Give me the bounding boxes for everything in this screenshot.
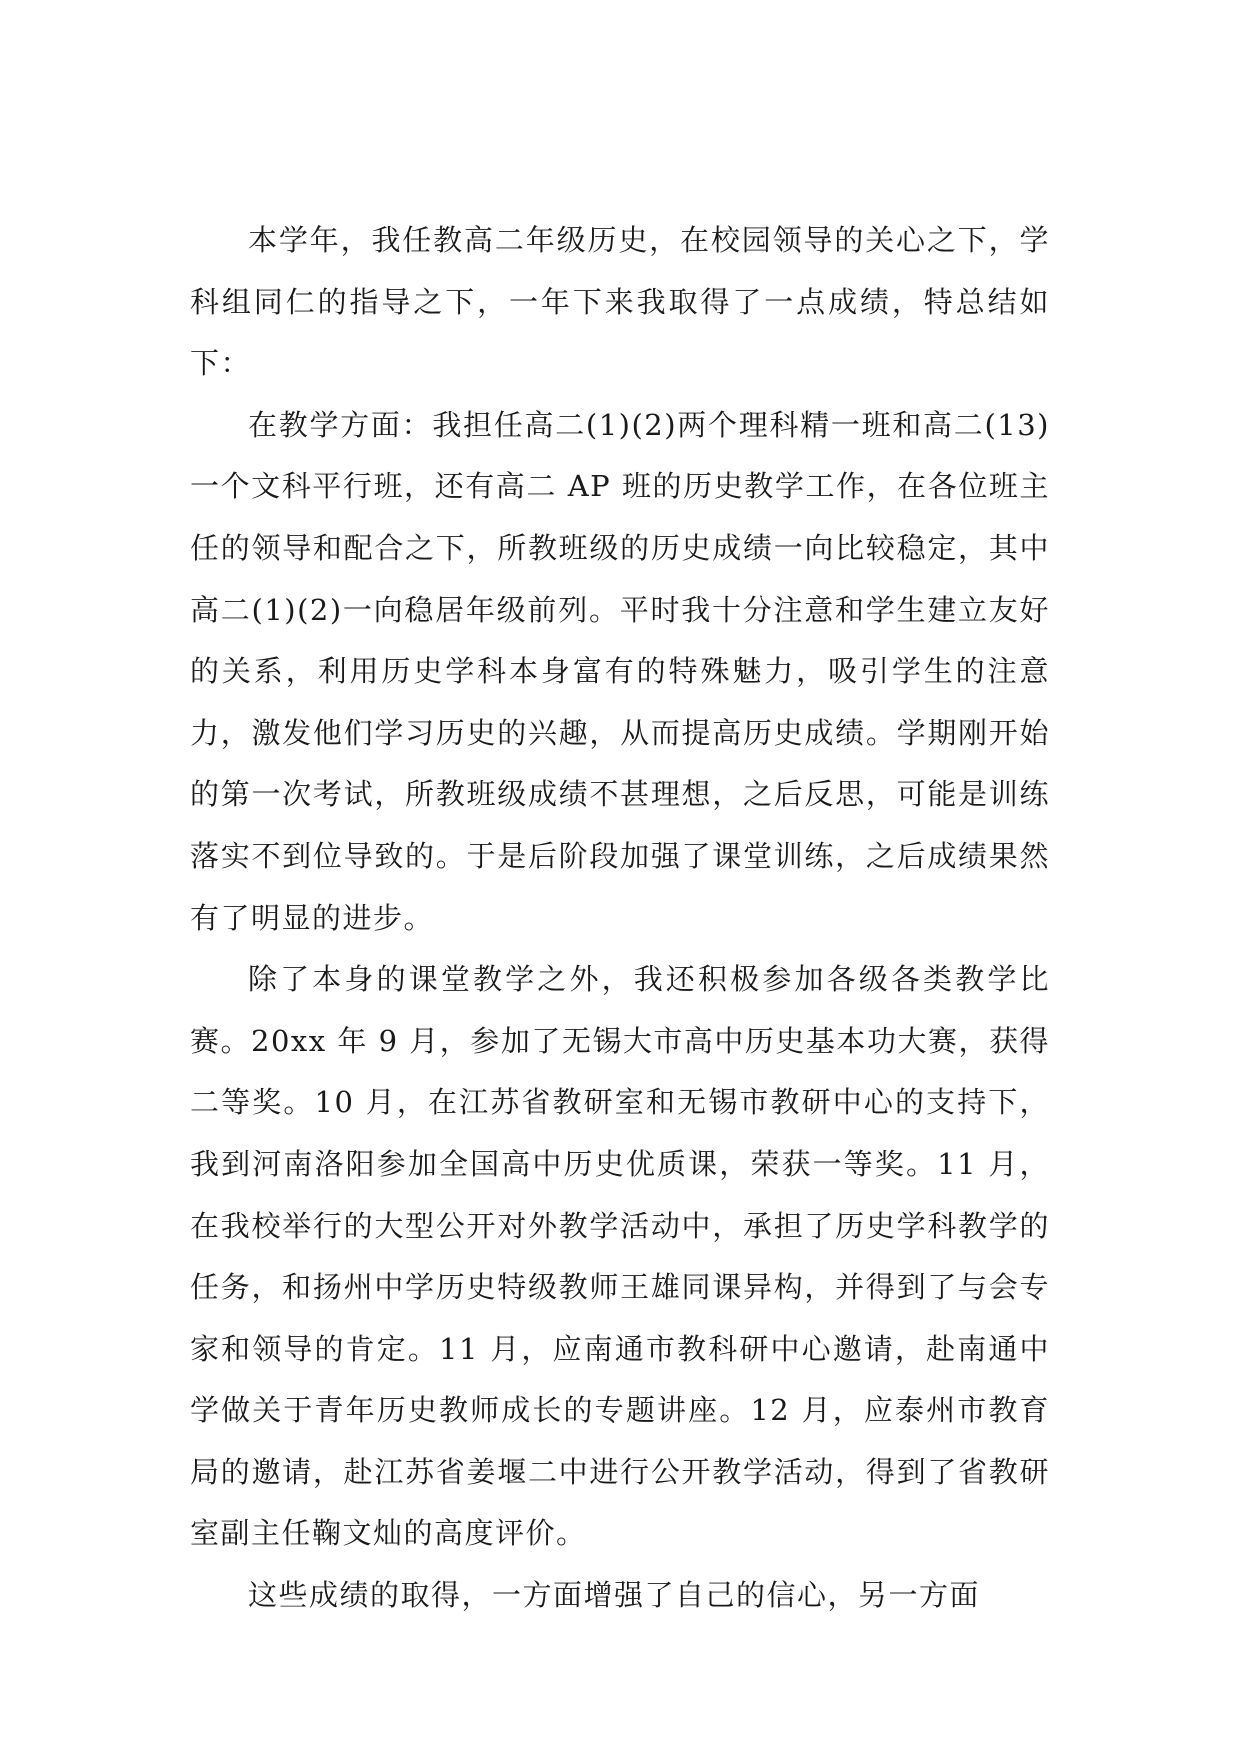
paragraph-teaching: 在教学方面：我担任高二(1)(2)两个理科精一班和高二(13)一个文科平行班，还有高二 AP 班的历史教学工作，在各位班主任的领导和配合之下，所教班级的历史成绩一向比较稳定，其中高二(1)(2)一向稳居年级前列。平时我十分注意和学生建立友好的关系，利用历史学科本身富有的特殊魅力，吸引学生的注意力，激发他们学习历史的兴趣，从而提高历史成绩。学期刚开始的第一次考试，所教班级成绩不甚理想，之后反思，可能是训练落实不到位导致的。于是后阶段加强了课堂训练，之后成绩果然有了明显的进步。 <box>190 407 1050 935</box>
paragraph-reflection: 这些成绩的取得，一方面增强了自己的信心，另一方面 <box>248 1578 981 1613</box>
document-body <box>190 210 1050 1627</box>
paragraph-intro: 本学年，我任教高二年级历史，在校园领导的关心之下，学科组同仁的指导之下，一年下来我取得了一点成绩，特总结如下： <box>190 223 1050 381</box>
paragraph-competitions: 除了本身的课堂教学之外，我还积极参加各级各类教学比赛。20xx 年 9 月，参加了无锡大市高中历史基本功大赛，获得二等奖。10 月，在江苏省教研室和无锡市教研中心的支持下，我到河南洛阳参加全国高中历史优质课，荣获一等奖。11 月，在我校举行的大型公开对外教学活动中，承担了历史学科教学的任务，和扬州中学历史特级教师王雄同课异构，并得到了与会专家和领导的肯定。11 月，应南通市教科研中心邀请，赴南通中学做关于青年历史教师成长的专题讲座。12 月，应泰州市教育局的邀请，赴江苏省姜堰二中进行公开教学活动，得到了省教研室副主任鞠文灿的高度评价。 <box>190 962 1050 1551</box>
